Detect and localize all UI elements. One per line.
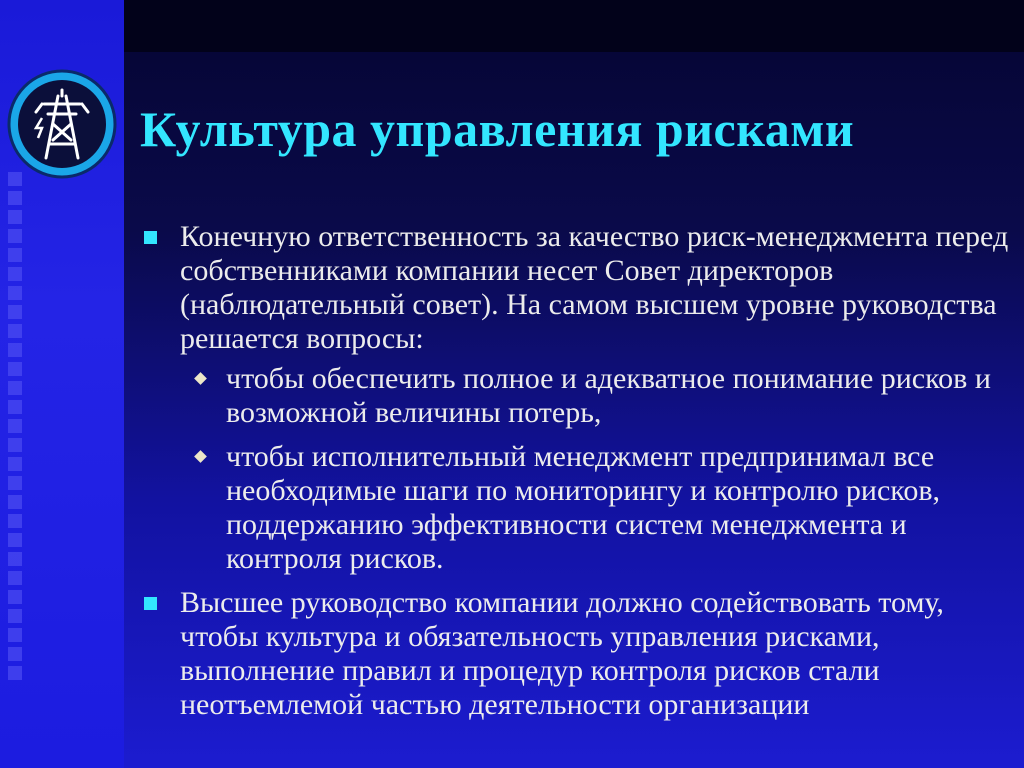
sub-item-2 bbox=[140, 440, 1010, 576]
bullet-item-1 bbox=[140, 220, 1010, 356]
diamond-bullet-icon bbox=[194, 372, 207, 385]
sub-item-text-2: чтобы исполнительный менеджмент предпринимал все необходимые шаги по мониторингу и контролю рисков, поддержанию эффективности систем менеджмента и контроля рисков. bbox=[226, 440, 941, 575]
sub-item-text-1: чтобы обеспечить полное и адекватное понимание рисков и возможной величины потерь, bbox=[226, 362, 991, 429]
top-dark-band bbox=[124, 0, 1024, 52]
diamond-bullet-icon bbox=[194, 450, 207, 463]
power-tower-icon bbox=[6, 68, 118, 180]
slide-title: Культура управления рисками bbox=[140, 101, 855, 157]
sub-list-1 bbox=[140, 362, 1010, 576]
square-bullet-icon bbox=[144, 231, 157, 244]
decorative-squares bbox=[8, 172, 24, 680]
bullet-text-1: Конечную ответственность за качество риск-менеджмента перед собственниками компании несет Совет директоров (наблюдательный совет). На самом высшем уровне руководства решается вопросы: bbox=[180, 220, 1009, 355]
slide-content bbox=[140, 220, 1010, 728]
sub-item-1 bbox=[140, 362, 1010, 430]
square-bullet-icon bbox=[144, 597, 157, 610]
bullet-text-2: Высшее руководство компании должно содействовать тому, чтобы культура и обязательность управления рисками, выполнение правил и процедур контроля рисков стали неотъемлемой частью деятельности организации bbox=[180, 586, 944, 721]
bullet-item-2 bbox=[140, 586, 1010, 722]
